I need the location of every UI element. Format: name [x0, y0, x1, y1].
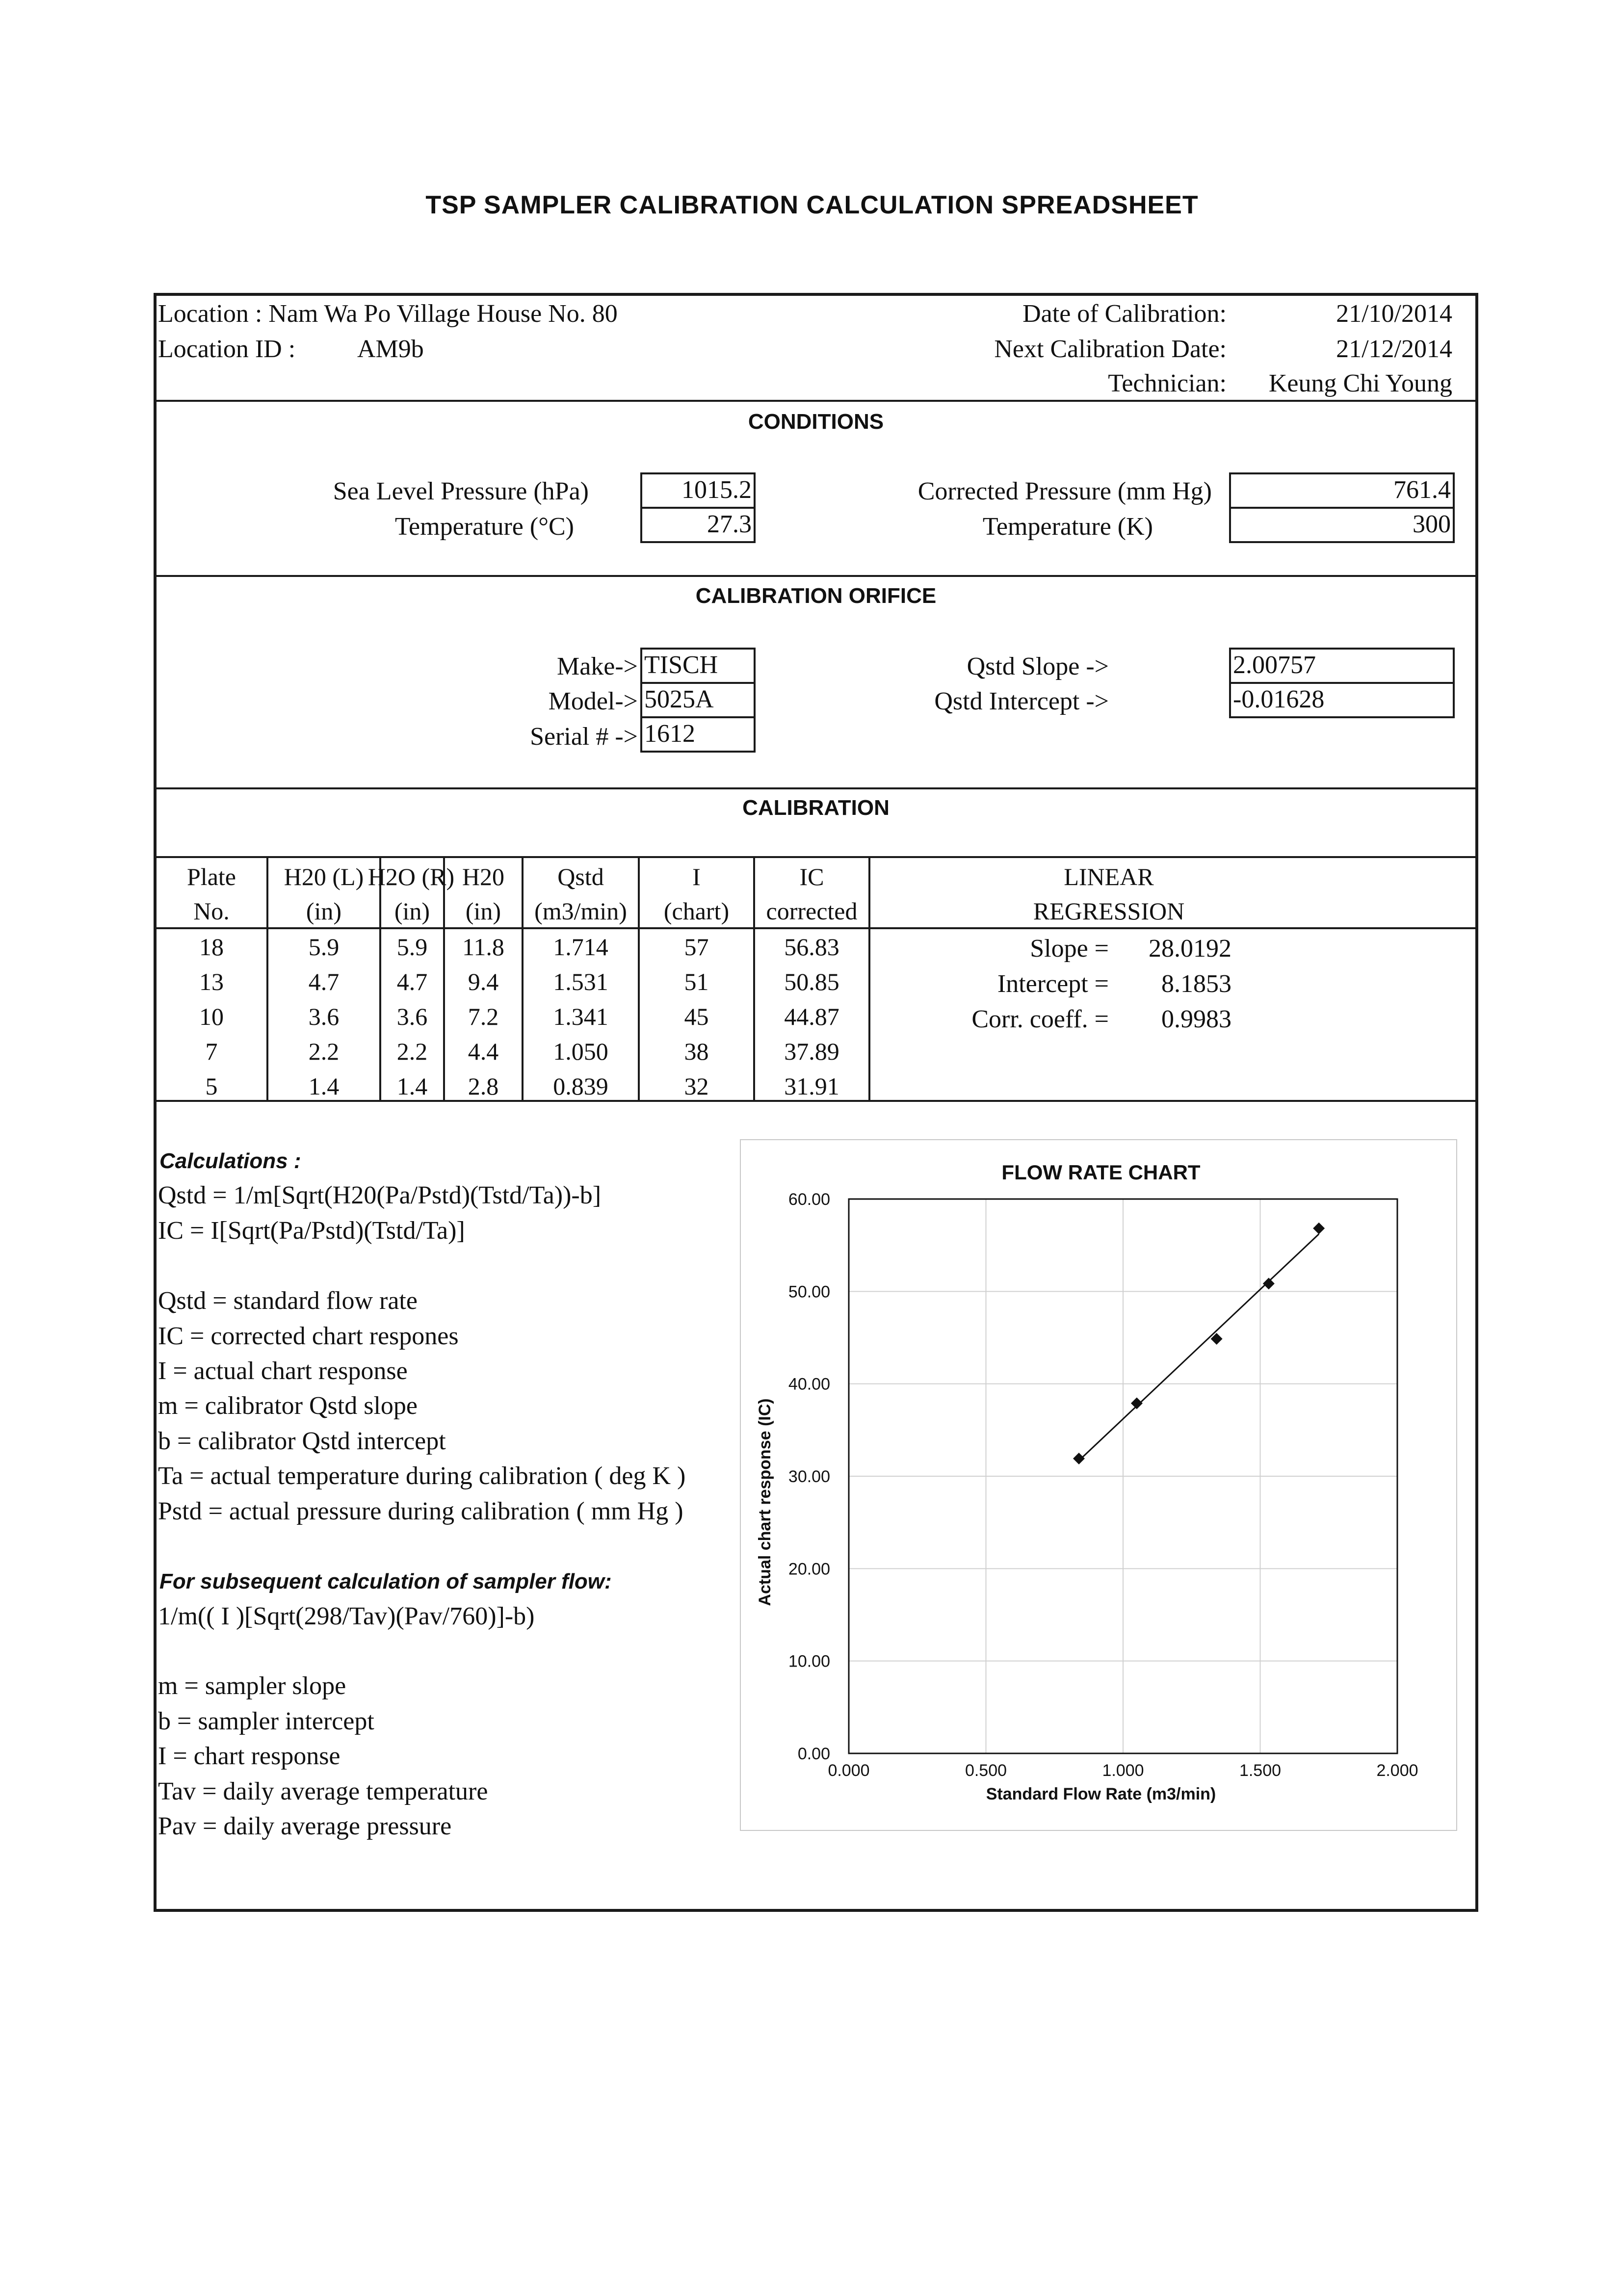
- definition-line: IC = corrected chart respones: [158, 1322, 459, 1350]
- sampler-definition-line: I = chart response: [158, 1742, 341, 1770]
- definition-line: Qstd = standard flow rate: [158, 1287, 418, 1315]
- model-value: 5025A: [640, 682, 756, 718]
- y-tick-label: 10.00: [788, 1652, 830, 1671]
- calibration-date-label: Date of Calibration:: [1022, 300, 1227, 328]
- h20-cell: 4.4: [468, 1038, 499, 1065]
- subsequent-heading: For subsequent calculation of sampler flow:: [159, 1569, 612, 1593]
- x-tick-label: 0.500: [965, 1761, 1007, 1780]
- header-h20: H20: [462, 863, 505, 890]
- header-qstd: Qstd: [557, 863, 604, 890]
- temperature-c-value: 27.3: [640, 507, 756, 543]
- sampler-definition-line: Tav = daily average temperature: [158, 1777, 488, 1805]
- definition-line: b = calibrator Qstd intercept: [158, 1427, 446, 1455]
- divider: [154, 400, 1478, 402]
- temperature-c-label: Temperature (°C): [394, 513, 574, 541]
- h2o-right-cell: 5.9: [396, 933, 428, 961]
- serial-value: 1612: [640, 716, 756, 753]
- make-label: Make->: [556, 652, 638, 680]
- ic-corrected-cell: 50.85: [784, 968, 839, 995]
- chart-grid: [849, 1199, 1397, 1753]
- make-value: TISCH: [640, 648, 756, 684]
- h20-cell: 11.8: [462, 933, 504, 961]
- y-tick-label: 40.00: [788, 1375, 830, 1394]
- i-chart-cell: 51: [684, 968, 709, 995]
- plate-no-cell: 5: [205, 1072, 218, 1100]
- regression-slope-value: 28.0192: [1149, 935, 1231, 963]
- regression-corr-value: 0.9983: [1161, 1005, 1231, 1033]
- i-chart-cell: 45: [684, 1003, 709, 1030]
- i-chart-cell: 38: [684, 1038, 709, 1065]
- h20-left-cell: 2.2: [308, 1038, 340, 1065]
- qstd-cell: 0.839: [553, 1072, 608, 1100]
- page-title: TSP SAMPLER CALIBRATION CALCULATION SPREADSHEET: [425, 191, 1199, 219]
- qstd-slope-value: 2.00757: [1229, 648, 1455, 684]
- header-i-unit: (chart): [663, 897, 730, 925]
- h20-cell: 9.4: [468, 968, 499, 995]
- header-plate-unit: No.: [193, 897, 230, 925]
- plate-no-cell: 10: [199, 1003, 224, 1030]
- plate-no-cell: 13: [199, 968, 224, 995]
- ic-corrected-cell: 31.91: [784, 1072, 839, 1100]
- x-tick-label: 1.000: [1102, 1761, 1144, 1780]
- technician-value: Keung Chi Young: [1268, 369, 1452, 397]
- corrected-pressure-label: Corrected Pressure (mm Hg): [917, 477, 1212, 505]
- ic-corrected-cell: 37.89: [784, 1038, 839, 1065]
- h20-left-cell: 4.7: [308, 968, 340, 995]
- qstd-cell: 1.050: [553, 1038, 608, 1065]
- x-tick-label: 0.000: [828, 1761, 870, 1780]
- conditions-title: CONDITIONS: [748, 410, 884, 434]
- plate-no-cell: 7: [205, 1038, 218, 1065]
- data-point-marker: [1073, 1453, 1085, 1464]
- y-tick-label: 20.00: [788, 1560, 830, 1579]
- chart-ticks: [788, 1190, 1418, 1780]
- sampler-definition-line: m = sampler slope: [158, 1672, 346, 1700]
- location-id-label: Location ID :: [158, 335, 296, 363]
- regression-slope-label: Slope =: [1030, 935, 1109, 963]
- ic-corrected-cell: 44.87: [784, 1003, 839, 1030]
- header-h2o-right-unit: (in): [394, 897, 430, 925]
- chart-points: [1073, 1223, 1325, 1464]
- i-chart-cell: 57: [684, 933, 709, 961]
- next-calibration-label: Next Calibration Date:: [994, 335, 1227, 363]
- h20-left-cell: 5.9: [308, 933, 340, 961]
- table-column-rule: [868, 856, 870, 1101]
- qstd-intercept-value: -0.01628: [1229, 682, 1455, 718]
- sampler-definition-line: Pav = daily average pressure: [158, 1812, 452, 1840]
- ic-corrected-cell: 56.83: [784, 933, 839, 961]
- regression-intercept-value: 8.1853: [1161, 970, 1231, 998]
- divider: [154, 787, 1478, 789]
- temperature-k-value: 300: [1229, 507, 1455, 543]
- chart-trendline: [1079, 1234, 1319, 1461]
- divider: [154, 575, 1478, 577]
- flow-rate-chart: [740, 1139, 1457, 1831]
- corrected-pressure-value: 761.4: [1229, 472, 1455, 509]
- qstd-cell: 1.341: [553, 1003, 608, 1030]
- h20-cell: 2.8: [468, 1072, 499, 1100]
- data-point-marker: [1313, 1223, 1325, 1234]
- location-id-value: AM9b: [357, 335, 424, 363]
- header-h2o-right: H2O (R): [367, 863, 455, 890]
- definition-line: Pstd = actual pressure during calibration ( mm Hg ): [158, 1497, 683, 1525]
- regression-intercept-label: Intercept =: [997, 970, 1109, 998]
- divider: [154, 856, 1478, 858]
- chart-x-axis-label: Standard Flow Rate (m3/min): [986, 1785, 1216, 1803]
- h2o-right-cell: 2.2: [396, 1038, 428, 1065]
- header-h20-left-unit: (in): [306, 897, 342, 925]
- h20-left-cell: 3.6: [308, 1003, 340, 1030]
- qstd-cell: 1.531: [553, 968, 608, 995]
- header-plate: Plate: [187, 863, 236, 890]
- plate-no-cell: 18: [199, 933, 224, 961]
- y-tick-label: 60.00: [788, 1190, 830, 1209]
- header-i: I: [692, 863, 701, 890]
- sea-level-pressure-value: 1015.2: [640, 472, 756, 509]
- h2o-right-cell: 1.4: [396, 1072, 428, 1100]
- h2o-right-cell: 3.6: [396, 1003, 428, 1030]
- qstd-cell: 1.714: [553, 933, 608, 961]
- i-chart-cell: 32: [684, 1072, 709, 1100]
- data-point-marker: [1131, 1397, 1143, 1409]
- header-ic-unit: corrected: [766, 897, 858, 925]
- header-regression: REGRESSION: [1033, 897, 1185, 925]
- h20-cell: 7.2: [468, 1003, 499, 1030]
- model-label: Model->: [548, 687, 638, 715]
- qstd-intercept-label: Qstd Intercept ->: [934, 687, 1109, 715]
- y-tick-label: 0.00: [797, 1745, 830, 1763]
- sea-level-pressure-label: Sea Level Pressure (hPa): [333, 477, 589, 505]
- serial-label: Serial # ->: [530, 723, 638, 751]
- header-qstd-unit: (m3/min): [534, 897, 627, 925]
- y-tick-label: 30.00: [788, 1467, 830, 1486]
- calibration-title: CALIBRATION: [742, 796, 890, 820]
- formula-qstd: Qstd = 1/m[Sqrt(H20(Pa/Pstd)(Tstd/Ta))-b]: [158, 1181, 602, 1209]
- chart-title: FLOW RATE CHART: [1001, 1161, 1201, 1184]
- qstd-slope-label: Qstd Slope ->: [967, 652, 1109, 680]
- definition-line: I = actual chart response: [158, 1357, 408, 1385]
- definition-line: m = calibrator Qstd slope: [158, 1392, 418, 1420]
- x-tick-label: 1.500: [1239, 1761, 1282, 1780]
- y-tick-label: 50.00: [788, 1282, 830, 1302]
- h20-left-cell: 1.4: [308, 1072, 340, 1100]
- header-h20-left: H20 (L): [284, 863, 364, 890]
- formula-ic: IC = I[Sqrt(Pa/Pstd)(Tstd/Ta)]: [158, 1217, 465, 1245]
- definition-line: Ta = actual temperature during calibration ( deg K ): [158, 1462, 686, 1490]
- chart-y-axis-label: Actual chart response (IC): [756, 1398, 774, 1606]
- header-ic: IC: [799, 863, 824, 890]
- subsequent-formula: 1/m(( I )[Sqrt(298/Tav)(Pav/760)]-b): [158, 1602, 535, 1630]
- x-tick-label: 2.000: [1376, 1761, 1418, 1780]
- data-point-marker: [1263, 1278, 1275, 1289]
- header-h20-unit: (in): [465, 897, 501, 925]
- next-calibration-value: 21/12/2014: [1336, 335, 1452, 363]
- calculations-heading: Calculations :: [159, 1149, 301, 1173]
- trendline: [1079, 1234, 1319, 1461]
- sampler-definition-line: b = sampler intercept: [158, 1707, 374, 1735]
- header-linear: LINEAR: [1064, 863, 1154, 890]
- h2o-right-cell: 4.7: [396, 968, 428, 995]
- location-label: Location : Nam Wa Po Village House No. 80: [158, 300, 618, 328]
- orifice-title: CALIBRATION ORIFICE: [695, 584, 937, 608]
- regression-corr-label: Corr. coeff. =: [971, 1005, 1109, 1033]
- calibration-date-value: 21/10/2014: [1336, 300, 1452, 328]
- temperature-k-label: Temperature (K): [982, 513, 1153, 541]
- technician-label: Technician:: [1108, 369, 1227, 397]
